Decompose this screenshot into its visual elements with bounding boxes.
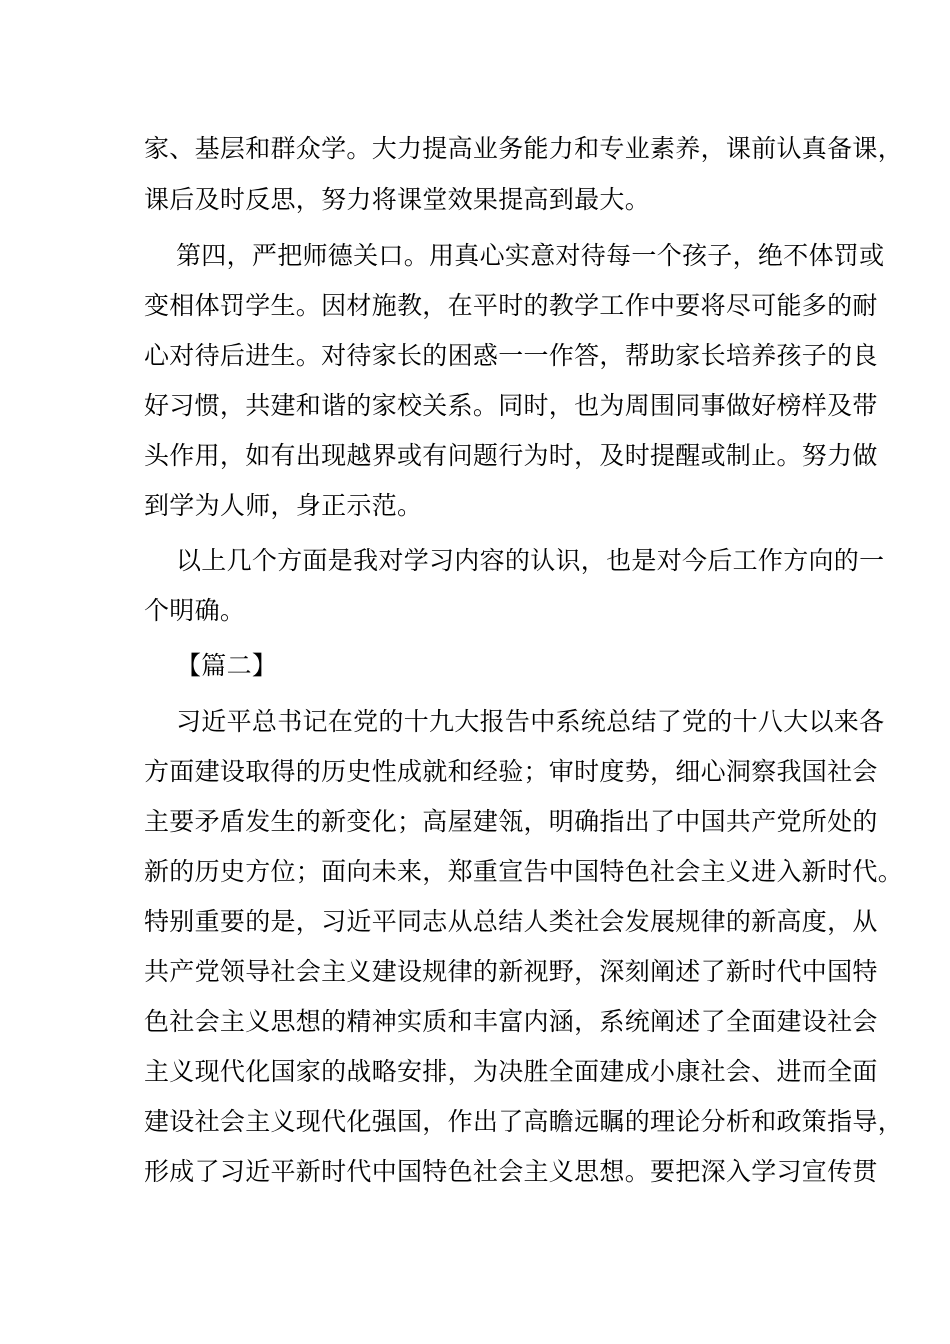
text-line: 特别重要的是，习近平同志从总结人类社会发展规律的新高度，从: [144, 907, 878, 936]
text-line: 课后及时反思，努力将课堂效果提高到最大。: [144, 185, 651, 214]
text-line: 心对待后进生。对待家长的困惑一一作答，帮助家长培养孩子的良: [144, 341, 878, 370]
text-line: 到学为人师，身正示范。: [144, 491, 423, 520]
text-line: 变相体罚学生。因材施教，在平时的教学工作中要将尽可能多的耐: [144, 291, 878, 320]
text-line: 家、基层和群众学。大力提高业务能力和专业素养，课前认真备课，: [144, 134, 904, 163]
text-line: 个明确。: [144, 596, 246, 625]
text-line: 形成了习近平新时代中国特色社会主义思想。要把深入学习宣传贯: [144, 1157, 878, 1186]
text-line: 共产党领导社会主义建设规律的新视野，深刻阐述了新时代中国特: [144, 957, 878, 986]
text-line: 新的历史方位；面向未来，郑重宣告中国特色社会主义进入新时代。: [144, 857, 904, 886]
text-line: 好习惯，共建和谐的家校关系。同时，也为周围同事做好榜样及带: [144, 391, 878, 420]
paragraph-start-line: 第四，严把师德关口。用真心实意对待每一个孩子，绝不体罚或: [176, 241, 885, 270]
text-line: 主要矛盾发生的新变化；高屋建瓴，明确指出了中国共产党所处的: [144, 807, 878, 836]
section-heading: 【篇二】: [176, 651, 278, 680]
text-line: 建设社会主义现代化强国，作出了高瞻远瞩的理论分析和政策指导，: [144, 1107, 904, 1136]
text-line: 色社会主义思想的精神实质和丰富内涵，系统阐述了全面建设社会: [144, 1007, 878, 1036]
paragraph-start-line: 习近平总书记在党的十九大报告中系统总结了党的十八大以来各: [176, 707, 885, 736]
text-line: 主义现代化国家的战略安排，为决胜全面建成小康社会、进而全面: [144, 1057, 878, 1086]
text-line: 头作用，如有出现越界或有问题行为时，及时提醒或制止。努力做: [144, 441, 878, 470]
paragraph-start-line: 以上几个方面是我对学习内容的认识，也是对今后工作方向的一: [176, 546, 885, 575]
text-line: 方面建设取得的历史性成就和经验；审时度势，细心洞察我国社会: [144, 757, 878, 786]
